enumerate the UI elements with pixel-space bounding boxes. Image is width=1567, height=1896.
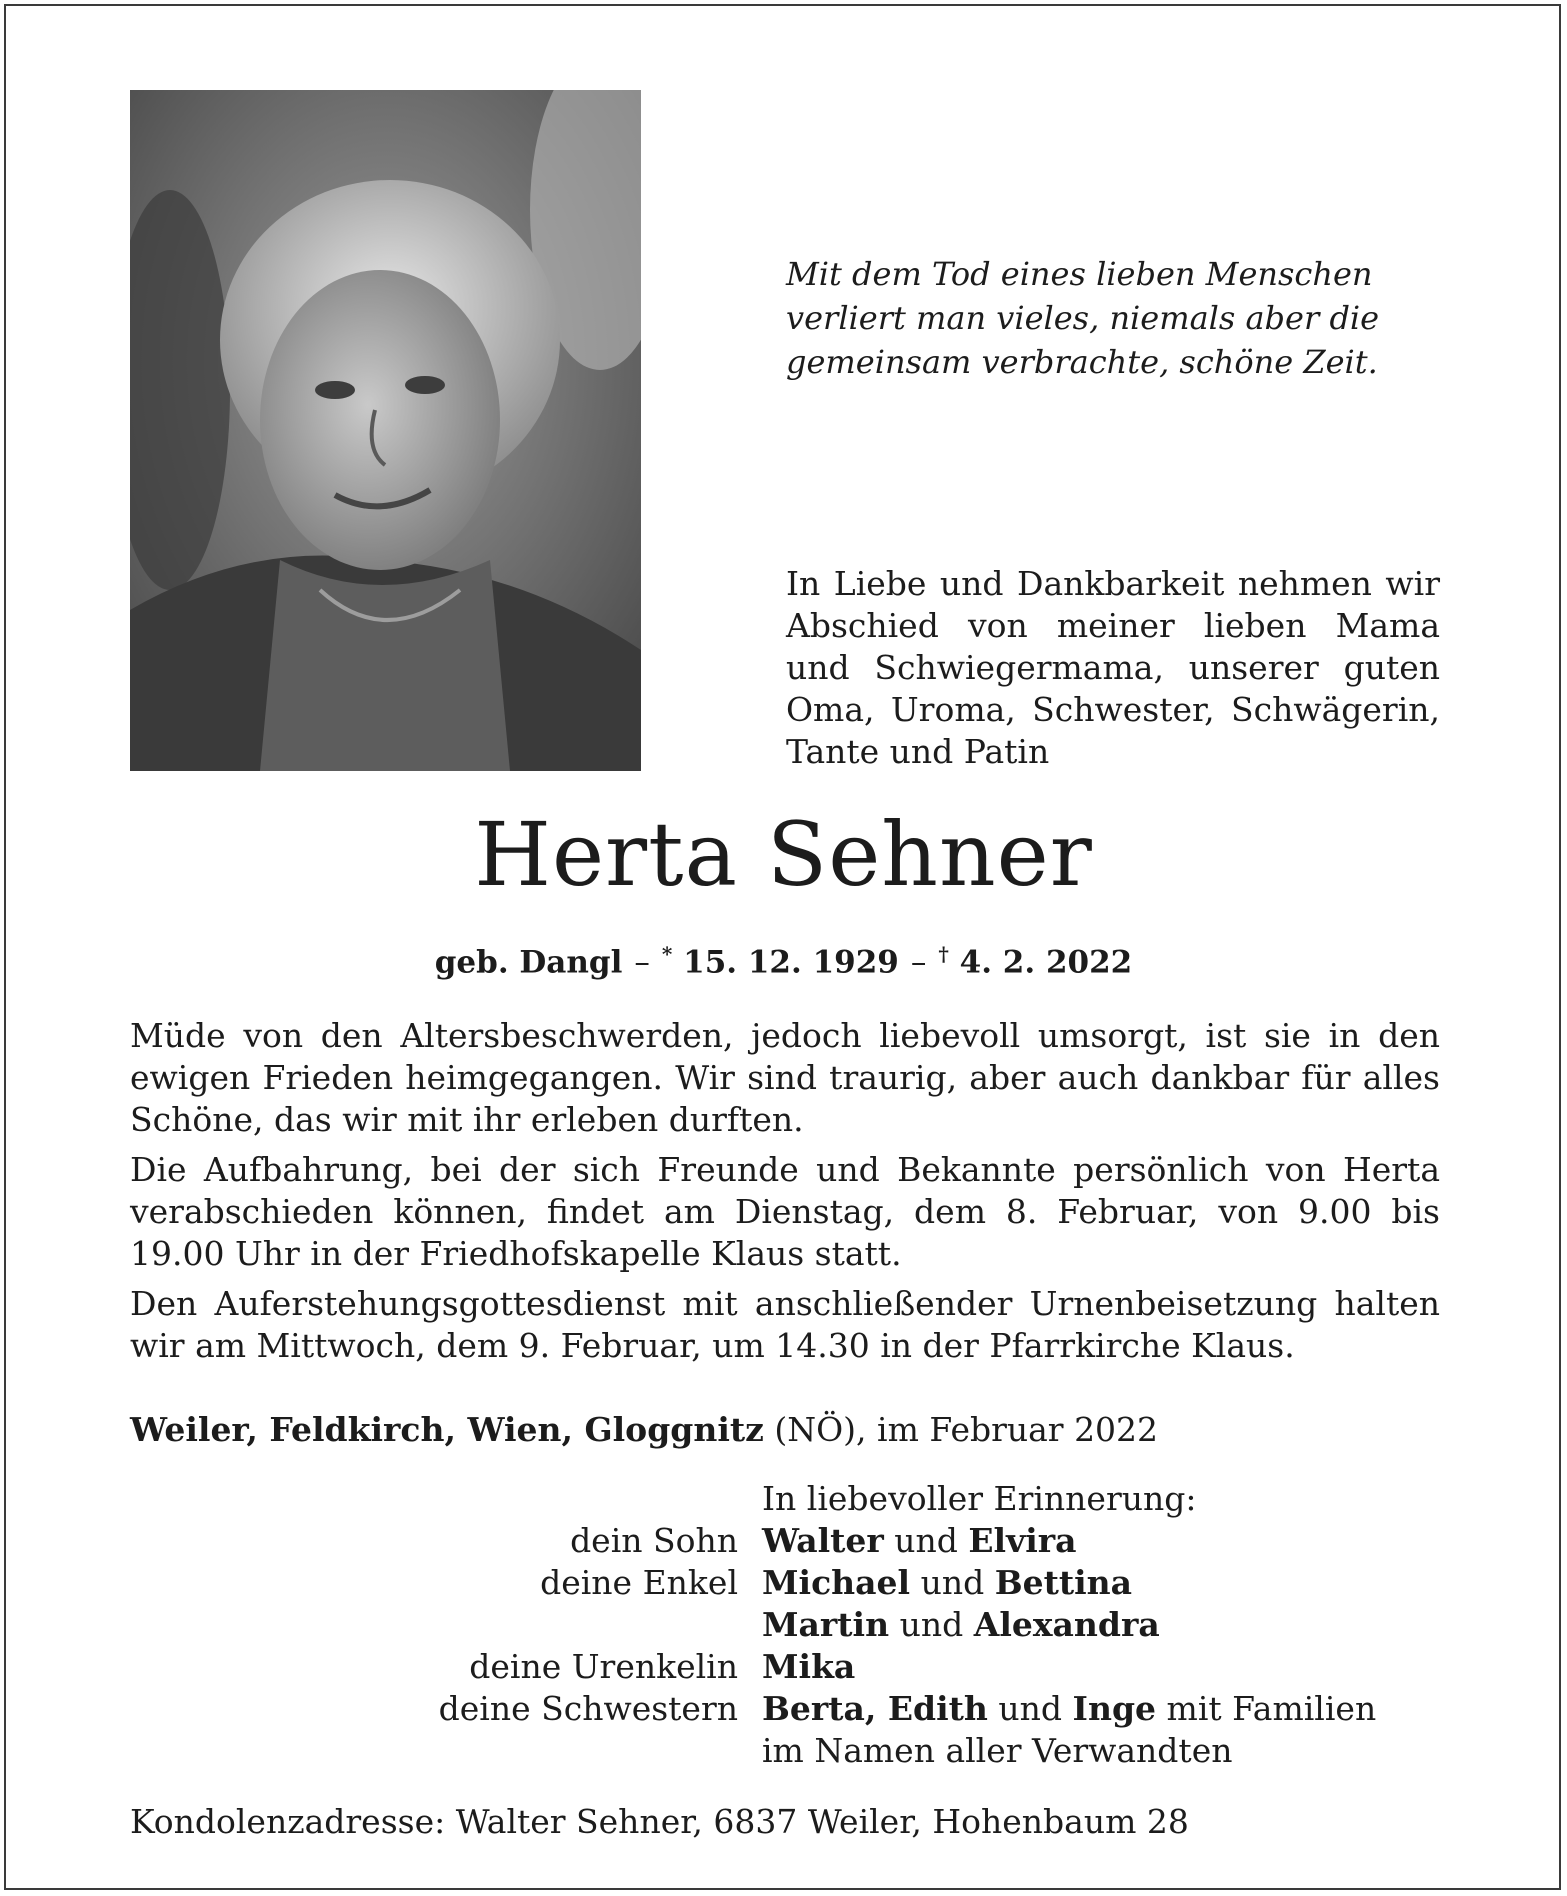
relation-label	[130, 1604, 762, 1646]
place-towns: Weiler, Feldkirch, Wien, Gloggnitz	[130, 1410, 764, 1449]
family-names	[762, 1520, 1440, 1562]
maiden-name: geb. Dangl	[434, 944, 623, 981]
family-names	[762, 1562, 1440, 1604]
family-row	[130, 1688, 1440, 1730]
relation-label	[130, 1730, 762, 1772]
text-line: Den Auferstehungsgottesdienst mit anschließender Urnenbeisetzung halten	[130, 1284, 1440, 1323]
conjunction: und	[998, 1689, 1063, 1728]
birth-symbol: *	[661, 942, 673, 966]
family-row	[130, 1478, 1440, 1520]
person-name: Mika	[762, 1647, 856, 1686]
family-names	[762, 1604, 1440, 1646]
person-name: Alexandra	[973, 1605, 1160, 1644]
relatives-note: im Namen aller Verwandten	[762, 1731, 1233, 1770]
death-date: 4. 2. 2022	[959, 944, 1133, 981]
separator: –	[634, 944, 650, 981]
text-line: 19.00 Uhr in der Friedhofskapelle Klaus statt.	[130, 1234, 902, 1273]
quote-line: Mit dem Tod eines lieben Menschen	[786, 255, 1373, 293]
death-symbol: †	[938, 942, 949, 966]
portrait-photo	[130, 90, 641, 771]
relation-label: deine Urenkelin	[469, 1647, 738, 1686]
memorial-quote	[786, 252, 1476, 384]
paragraph-passing	[130, 1015, 1440, 1141]
intro-line: Tante und Patin	[786, 732, 1050, 771]
intro-line: Oma, Uroma, Schwester, Schwägerin,	[786, 690, 1440, 729]
person-name: Elvira	[968, 1521, 1077, 1560]
family-row	[130, 1562, 1440, 1604]
relation-label: deine Enkel	[540, 1563, 738, 1602]
family-row	[130, 1730, 1440, 1772]
quote-line: verliert man vieles, niemals aber die	[786, 299, 1380, 337]
paragraph-viewing	[130, 1149, 1440, 1275]
paragraph-service	[130, 1283, 1440, 1367]
person-name: Bettina	[994, 1563, 1133, 1602]
text-line: Die Aufbahrung, bei der sich Freunde und Bekannte persönlich von Herta	[130, 1150, 1440, 1189]
announcement-body	[130, 1015, 1440, 1375]
place-region: (NÖ), im Februar 2022	[774, 1410, 1159, 1449]
intro-line: Abschied von meiner lieben Mama	[786, 606, 1440, 645]
text-line: ewigen Frieden heimgegangen. Wir sind traurig, aber auch dankbar für alles	[130, 1058, 1440, 1097]
memory-heading: In liebevoller Erinnerung:	[762, 1479, 1197, 1518]
quote-line: gemeinsam verbrachte, schöne Zeit.	[786, 343, 1378, 381]
text-line: Schöne, das wir mit ihr erleben durften.	[130, 1100, 804, 1139]
deceased-name: Herta Sehner	[474, 803, 1093, 906]
condolence-address: Kondolenzadresse: Walter Sehner, 6837 Weiler, Hohenbaum 28	[130, 1802, 1189, 1841]
separator: –	[910, 944, 927, 981]
text-line: wir am Mittwoch, dem 9. Februar, um 14.30 in der Pfarrkirche Klaus.	[130, 1326, 1295, 1365]
intro-line: und Schwiegermama, unserer guten	[786, 648, 1440, 687]
person-name: Berta, Edith	[762, 1689, 988, 1728]
family-names	[762, 1646, 1440, 1688]
person-name: Michael	[762, 1563, 911, 1602]
text-line: verabschieden können, findet am Dienstag, dem 8. Februar, von 9.00 bis	[130, 1192, 1440, 1231]
person-name: Walter	[762, 1521, 884, 1560]
birth-date: 15. 12. 1929	[683, 944, 899, 981]
family-suffix: mit Familien	[1166, 1689, 1377, 1728]
life-dates	[0, 930, 1567, 986]
place-and-date	[130, 1409, 1440, 1451]
family-row	[130, 1604, 1440, 1646]
person-name: Inge	[1072, 1689, 1157, 1728]
text-line: Müde von den Altersbeschwerden, jedoch liebevoll umsorgt, ist sie in den	[130, 1016, 1440, 1055]
family-row	[130, 1646, 1440, 1688]
intro-line: In Liebe und Dankbarkeit nehmen wir	[786, 564, 1440, 603]
portrait-image	[130, 90, 641, 771]
conjunction: und	[920, 1563, 985, 1602]
family-names	[762, 1688, 1440, 1730]
relation-label: deine Schwestern	[438, 1689, 738, 1728]
farewell-intro	[786, 563, 1440, 773]
conjunction: und	[899, 1605, 964, 1644]
person-name: Martin	[762, 1605, 890, 1644]
relation-label: dein Sohn	[570, 1521, 738, 1560]
conjunction: und	[894, 1521, 958, 1560]
relation-label	[130, 1478, 762, 1520]
family-signatures	[130, 1478, 1440, 1772]
family-row	[130, 1520, 1440, 1562]
